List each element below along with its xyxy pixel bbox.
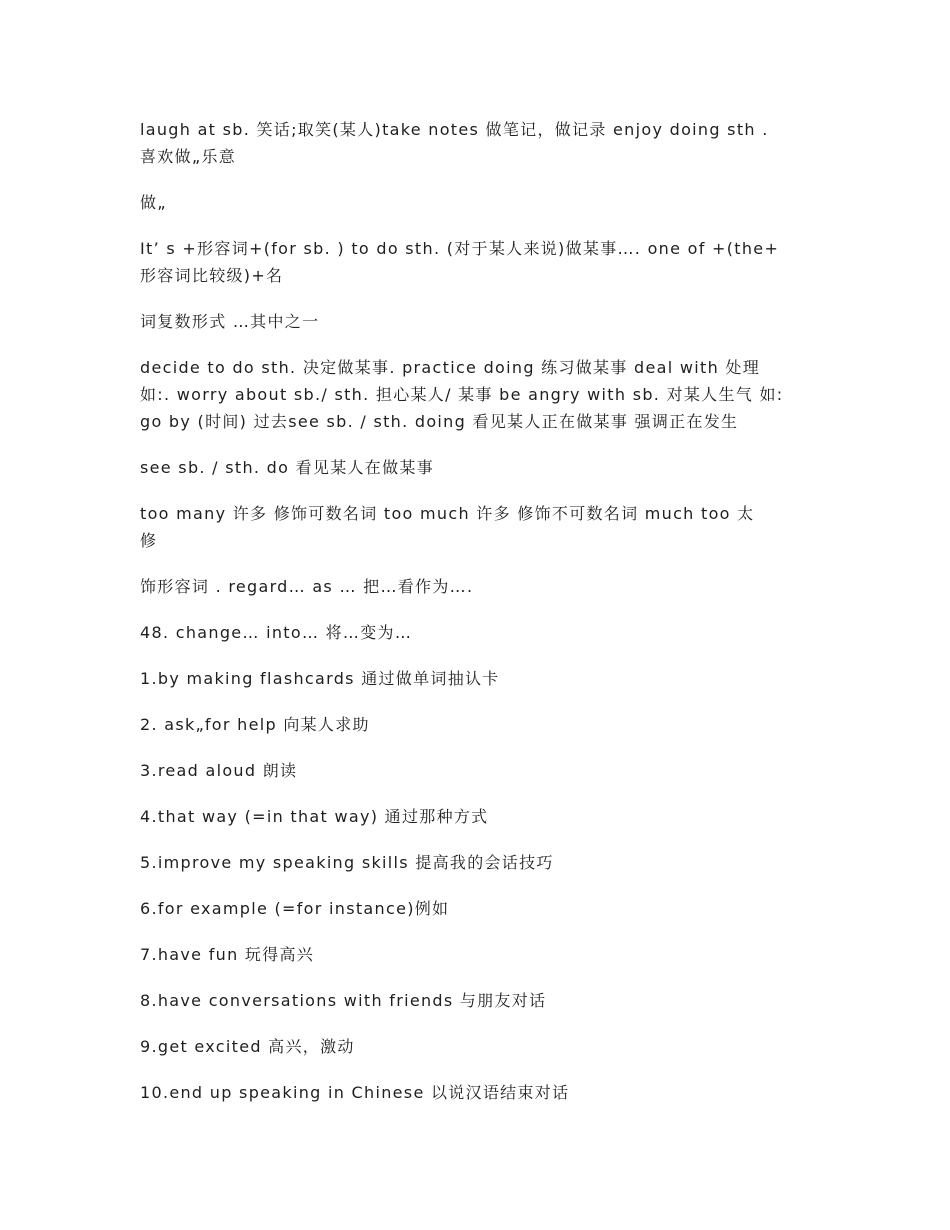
paragraph <box>140 849 820 876</box>
paragraph <box>140 1079 820 1106</box>
paragraph <box>140 711 820 738</box>
text-line: decide to do sth. 决定做某事. practice doing 练习做某事 deal with 处理 <box>140 358 761 377</box>
text-line: 9.get excited 高兴，激动 <box>140 1037 355 1056</box>
text-line: 如:. worry about sb./ sth. 担心某人/ 某事 be angry with sb. 对某人生气 如: <box>140 385 784 404</box>
paragraph <box>140 803 820 830</box>
text-line: too many 许多 修饰可数名词 too much 许多 修饰不可数名词 much too 太 <box>140 504 755 523</box>
text-line: 词复数形式 …其中之一 <box>140 312 320 331</box>
paragraph <box>140 308 820 335</box>
paragraph <box>140 189 820 216</box>
text-line: 3.read aloud 朗读 <box>140 761 298 780</box>
text-line: 2. ask„for help 向某人求助 <box>140 715 370 734</box>
paragraph <box>140 1033 820 1060</box>
text-line: 喜欢做„乐意 <box>140 147 237 166</box>
document-body <box>140 116 820 1125</box>
paragraph <box>140 573 820 600</box>
text-line: 8.have conversations with friends 与朋友对话 <box>140 991 547 1010</box>
paragraph <box>140 941 820 968</box>
paragraph <box>140 895 820 922</box>
paragraph <box>140 454 820 481</box>
text-line: 48. change… into… 将…变为… <box>140 623 413 642</box>
text-line: It’ s +形容词+(for sb. ) to do sth. (对于某人来说)做某事…. one of +(the+ <box>140 239 780 258</box>
text-line: 饰形容词 . regard… as … 把…看作为…. <box>140 577 474 596</box>
paragraph <box>140 619 820 646</box>
text-line: see sb. / sth. do 看见某人在做某事 <box>140 458 435 477</box>
text-line: 6.for example (=for instance)例如 <box>140 899 450 918</box>
paragraph <box>140 665 820 692</box>
paragraph <box>140 757 820 784</box>
text-line: 做„ <box>140 193 167 212</box>
text-line: 10.end up speaking in Chinese 以说汉语结束对话 <box>140 1083 570 1102</box>
paragraph <box>140 987 820 1014</box>
text-line: 1.by making flashcards 通过做单词抽认卡 <box>140 669 500 688</box>
text-line: go by (时间) 过去see sb. / sth. doing 看见某人正在做某事 强调正在发生 <box>140 412 739 431</box>
paragraph <box>140 500 820 554</box>
paragraph <box>140 235 820 289</box>
text-line: laugh at sb. 笑话;取笑(某人)take notes 做笔记，做记录 enjoy doing sth . <box>140 120 769 139</box>
text-line: 5.improve my speaking skills 提高我的会话技巧 <box>140 853 554 872</box>
text-line: 7.have fun 玩得高兴 <box>140 945 315 964</box>
paragraph <box>140 116 820 170</box>
text-line: 修 <box>140 531 158 550</box>
paragraph <box>140 354 820 435</box>
text-line: 形容词比较级)+名 <box>140 266 284 285</box>
text-line: 4.that way (=in that way) 通过那种方式 <box>140 807 489 826</box>
